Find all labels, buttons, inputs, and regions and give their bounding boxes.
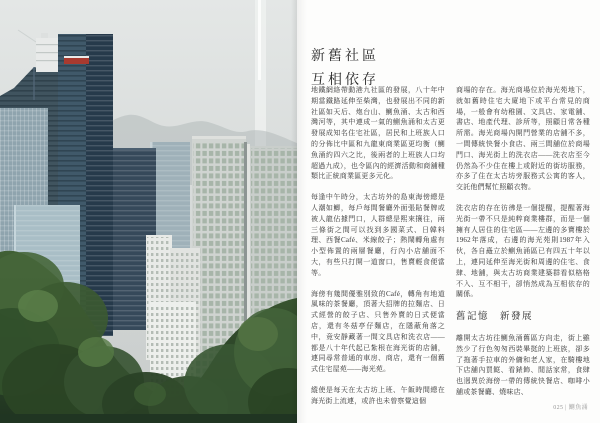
title-line-2: 互相依存 xyxy=(311,73,379,89)
paragraph: 離開太古坊往鰂魚涌舊區方向走，街上雖然少了行色匆匆西裝畢挺的上班族，卻多了拖著手拉車的外傭和老人家，在騎樓地下店舖內買餸、看錶飾、閒話家常，食肆也迥異於海傍一帶的傳統快餐店、咖啡小舖或茶餐廳、燒味店、 xyxy=(456,333,590,396)
text-column-right xyxy=(456,85,590,409)
cityscape-illustration xyxy=(0,0,297,423)
text-column-left xyxy=(311,85,445,409)
paragraph: 海傍有幾間優雅別致的Café，轉角有地道風味的茶餐廳，頂著大招牌的拉麵店、日式經營的餃子店、只售外賣的日式便當店，還有冬菇亭仔麵店，在隱蔽角落之中，竟安靜藏著一間文具店和洗衣店——都是八十年代起已紮根在海光街的店舖，連同尋常普通的車房、商店，還有一個舊式住宅屋苑——海光苑。 xyxy=(311,289,445,374)
sky-highlight-tower xyxy=(255,0,266,150)
paragraph: 商場的存在。海光商場位於海光苑地下，就如舊時住宅大廈地下或平台常見的商場，一般會有幼稚園、文具店、家電舖、書店、地產代理、診所等，照顧日常各種所需。海光商場內開門營業的店舖不多，一間傳統快餐小食店、兩三間舖位於商場門口、海光街上的洗衣店——洗衣店至今仍然為不少住在樓上或附近的街坊服務，亦多了住在太古坊旁服務式公寓的客人，交託他們幫忙照顧衣物。 xyxy=(456,86,590,192)
cityscape-photo xyxy=(0,0,297,423)
text-page xyxy=(297,0,600,423)
page-number-footer: 025 | 鰂魚涌 xyxy=(553,405,588,411)
section-subheading: 舊記憶 新發展 xyxy=(456,312,534,323)
paragraph: 縱使是每天在太古坊上班、午飯時間總在海光街上流連，或許也未曾察覺這個 xyxy=(311,385,445,405)
title-line-1: 新舊社區 xyxy=(311,49,379,65)
paragraph: 地鐵網絡帶動港九社區的發展，八十年中期當鐵路延伸至柴灣，也發展出不同的新社區如天后、炮台山、鰂魚涌、太古和西灣河等，其中連成一氣的鰂魚涌和太古更發展成知名住宅社區，居民和上班族人口的分佈比中區和九龍東商業區更均衡（鰂魚涌約四六之比，後兩者的上班族人口均超過九成），也令區內的經濟活動和商舖種類比正統商業區更多元化。 xyxy=(311,86,445,181)
paragraph: 每逢中午時分，太古坊外的島東海傍總是人潮如鯽，每戶每間餐廳外面張貼餐牌或被人龍佔據門口，人群總是熙來攘往，兩三條街之間可以找到多國菜式、日韓料理、西餐Café、米線餃子；熱鬧轉角處有小型佈置的兩層餐廳，行內小店舖面不大，有些只打開一道窗口，售賣輕食便當等。 xyxy=(311,193,445,277)
paragraph: 洗衣店的存在彷彿是一個提醒，提醒著海光街一帶不只是純粹商業樓群，而是一個擁有人居住的住宅區——左邊的多寶樓於1962年落成，右邊的海光苑則1987年入伙，各自矗立於鰂魚涌區已有四五十年以上，連同延伸至海光街和周邊的住宅、食肆、地舖，與太古坊商業建築群看似格格不入、互不相干，卻悄然成為互相依存的關係。 xyxy=(456,203,590,299)
